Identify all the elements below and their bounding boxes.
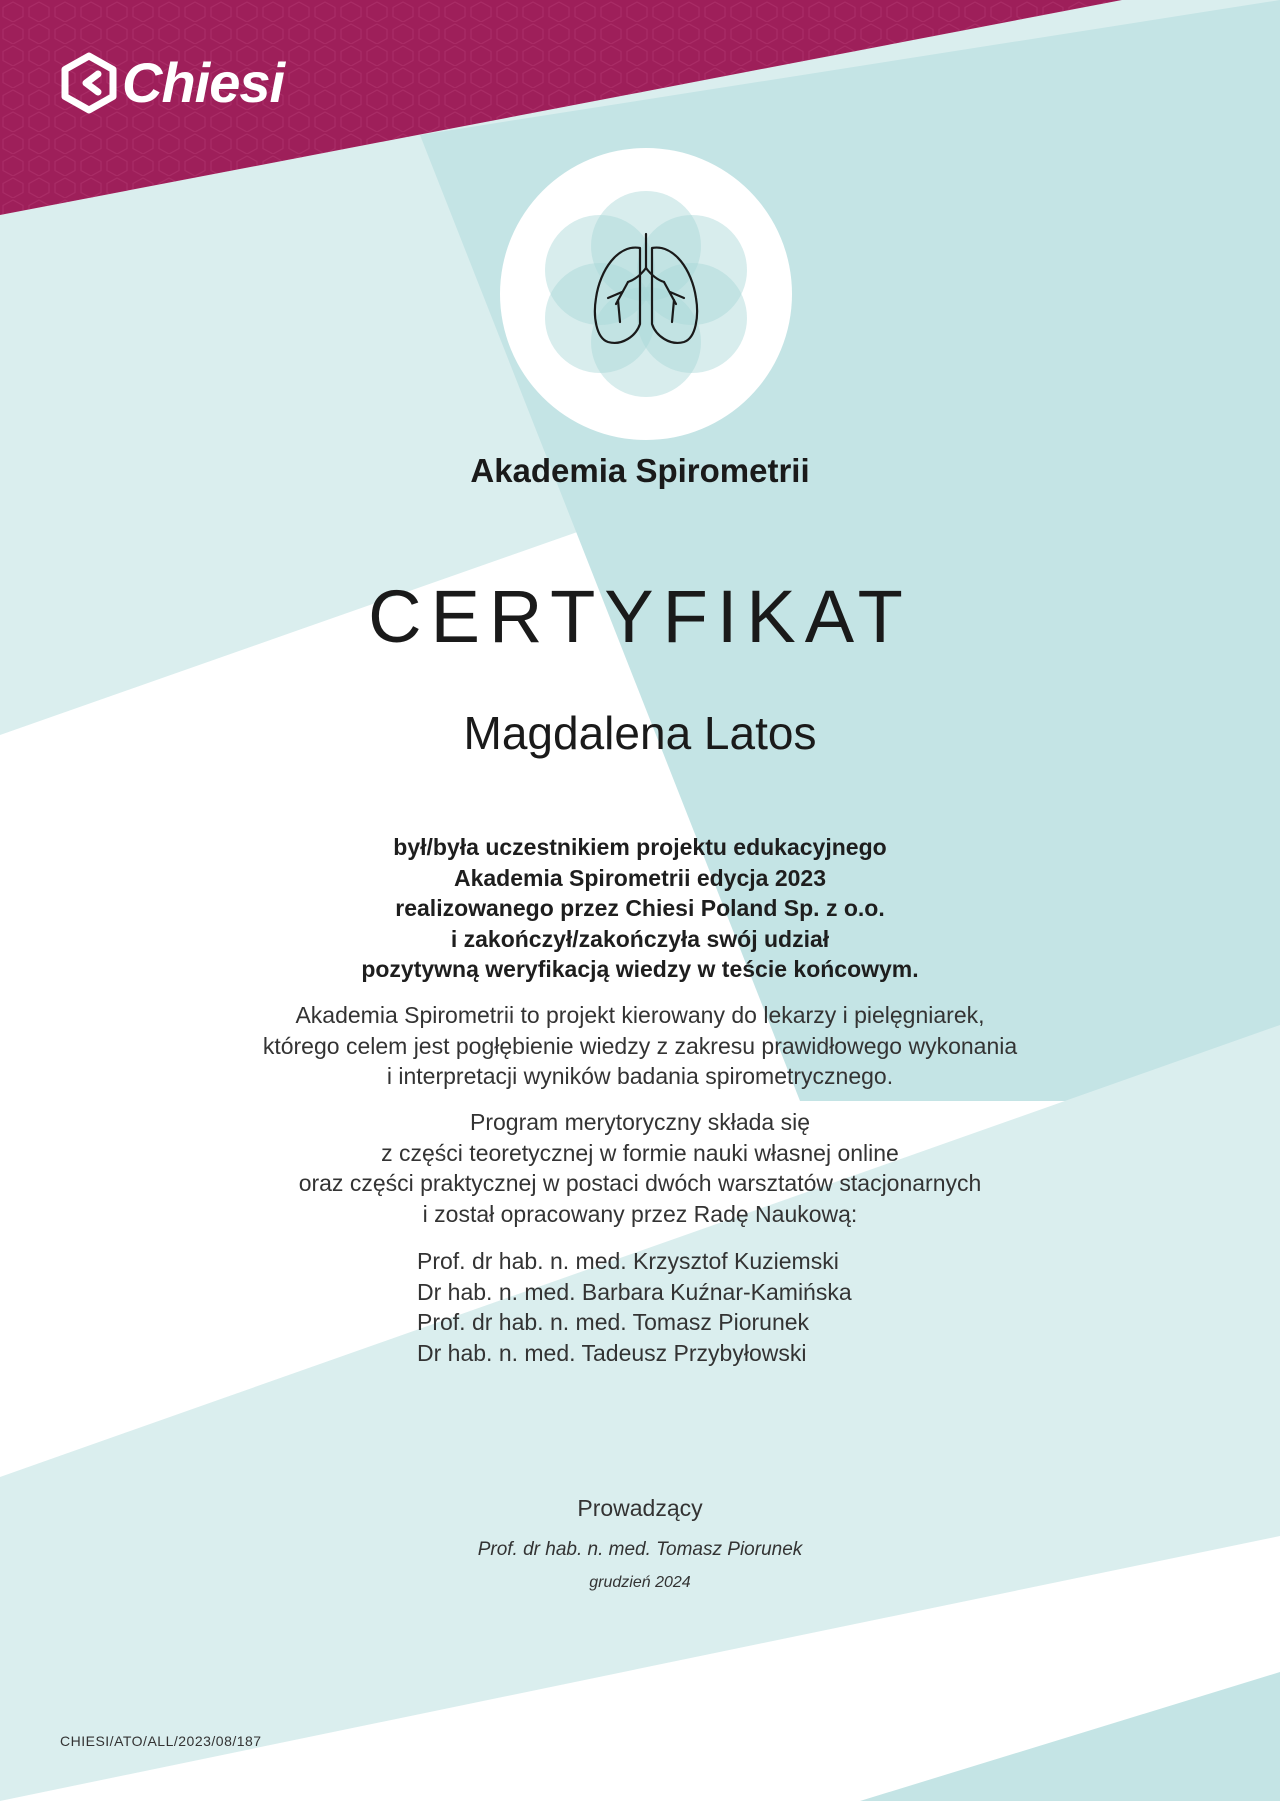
program-line: Program merytoryczny składa się	[470, 1109, 810, 1135]
chiesi-logo-mark-icon	[58, 52, 120, 114]
statement-line: pozytywną weryfikacją wiedzy w teście końcowym.	[361, 956, 919, 982]
leader-label: Prowadzący	[577, 1495, 703, 1521]
program-line: z części teoretycznej w formie nauki własnej online	[381, 1139, 899, 1166]
document-code: CHIESI/ATO/ALL/2023/08/187	[60, 1733, 262, 1749]
recipient-name: Magdalena Latos	[463, 707, 817, 759]
program-block	[0, 1107, 1280, 1229]
chiesi-logo-text: Chiesi	[122, 51, 285, 114]
description-line: którego celem jest pogłębienie wiedzy z zakresu prawidłowego wykonania	[262, 1032, 1018, 1059]
statement-line: realizowanego przez Chiesi Poland Sp. z o.o.	[395, 895, 885, 921]
statement-line: był/była uczestnikiem projektu edukacyjnego	[393, 834, 887, 860]
certificate-date: grudzień 2024	[589, 1574, 691, 1591]
teal-band-bottom-right	[860, 1672, 1280, 1801]
leader-name: Prof. dr hab. n. med. Tomasz Piorunek	[477, 1539, 803, 1560]
program-line: oraz części praktycznej w postaci dwóch warsztatów stacjonarnych	[298, 1170, 982, 1196]
statement-line: Akademia Spirometrii edycja 2023	[453, 864, 827, 891]
council-member: Prof. dr hab. n. med. Krzysztof Kuziemski	[417, 1248, 839, 1274]
statement-line: i zakończył/zakończyła swój udział	[450, 925, 830, 952]
council-member: Dr hab. n. med. Tadeusz Przybyłowski	[417, 1339, 807, 1366]
council-member: Prof. dr hab. n. med. Tomasz Piorunek	[417, 1309, 810, 1335]
description-line: i interpretacji wyników badania spirometrycznego.	[386, 1063, 894, 1089]
description-line: Akademia Spirometrii to projekt kierowany do lekarzy i pielęgniarek,	[295, 1002, 985, 1028]
statement-block	[0, 832, 1280, 985]
certificate-title: CERTYFIKAT	[368, 575, 912, 658]
program-title: Akademia Spirometrii	[470, 452, 810, 489]
description-block	[0, 1000, 1280, 1092]
emblem	[500, 148, 792, 440]
chiesi-logo	[58, 52, 284, 114]
council-member: Dr hab. n. med. Barbara Kuźnar-Kamińska	[417, 1278, 852, 1305]
program-line: i został opracowany przez Radę Naukową:	[422, 1200, 858, 1227]
scientific-council-list	[417, 1246, 852, 1368]
